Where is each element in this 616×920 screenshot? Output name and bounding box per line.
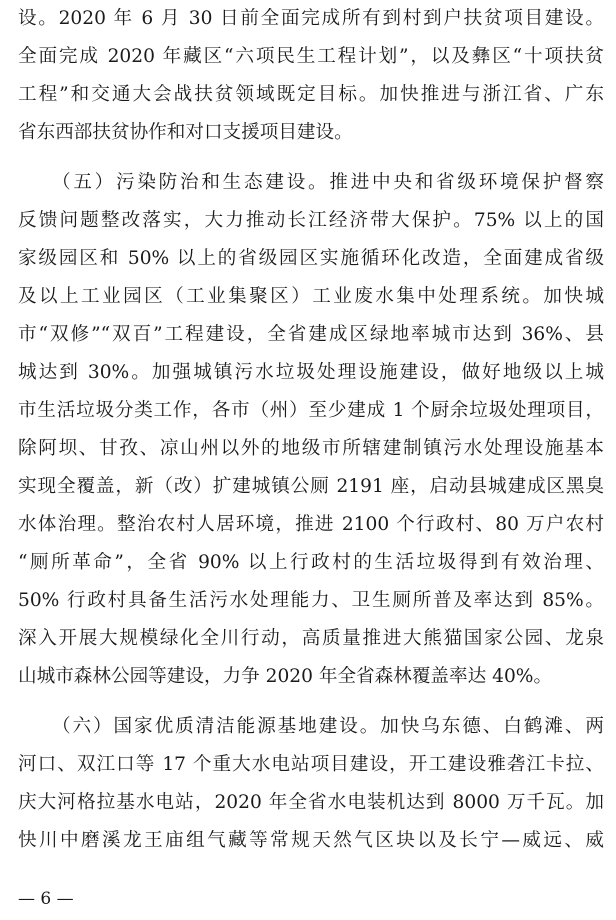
text-line: 市“双修”“双百”工程建设，全省建成区绿地率城市达到 36%、县 [18,324,604,345]
text-line: 反馈问题整改落实，大力推动长江经济带大保护。75% 以上的国 [18,210,604,231]
text-line: 深入开展大规模绿化全川行动，高质量推进大熊猫国家公园、龙泉 [18,628,604,649]
text-line: 市生活垃圾分类工作，各市（州）至少建成 1 个厨余垃圾处理项目， [18,400,604,421]
text-line: 工程”和交通大会战扶贫领域既定目标。加快推进与浙江省、广东 [18,84,604,105]
text-line: 家级园区和 50% 以上的省级园区实施循环化改造，全面建成省级 [18,248,604,269]
text-line: 及以上工业园区（工业集聚区）工业废水集中处理系统。加快城 [18,286,604,307]
text-line: 省东西部扶贫协作和对口支援项目建设。 [18,122,353,143]
text-line: 庆大河格拉基水电站，2020 年全省水电装机达到 8000 万千瓦。加 [18,792,604,813]
text-line: 水体治理。整治农村人居环境，推进 2100 个行政村、80 万户农村 [18,514,604,535]
section-heading-line: （五）污染防治和生态建设。推进中央和省级环境保护督察 [52,172,604,193]
section-heading-line: （六）国家优质清洁能源基地建设。加快乌东德、白鹤滩、两 [52,716,604,737]
text-line: 实现全覆盖，新（改）扩建城镇公厕 2191 座，启动县城建成区黑臭 [18,476,604,497]
text-line: 除阿坝、甘孜、凉山州以外的地级市所辖建制镇污水处理设施基本 [18,438,604,459]
text-line: 快川中磨溪龙王庙组气藏等常规天然气区块以及长宁—威远、威 [18,830,604,851]
text-line: 城达到 30%。加强城镇污水垃圾处理设施建设，做好地级以上城 [18,362,604,383]
text-line: 山城市森林公园等建设，力争 2020 年全省森林覆盖率达 40%。 [18,666,553,687]
text-line: 全面完成 2020 年藏区“六项民生工程计划”，以及彝区“十项扶贫 [18,46,604,67]
page-number: — 6 — [18,889,74,909]
text-line: 50% 行政村具备生活污水处理能力、卫生厕所普及率达到 85%。 [18,590,604,611]
text-line: 设。2020 年 6 月 30 日前全面完成所有到村到户扶贫项目建设。 [18,8,604,29]
text-line: “厕所革命”，全省 90% 以上行政村的生活垃圾得到有效治理、 [18,552,604,573]
text-line: 河口、双江口等 17 个重大水电站项目建设，开工建设雅砻江卡拉、 [18,754,604,775]
